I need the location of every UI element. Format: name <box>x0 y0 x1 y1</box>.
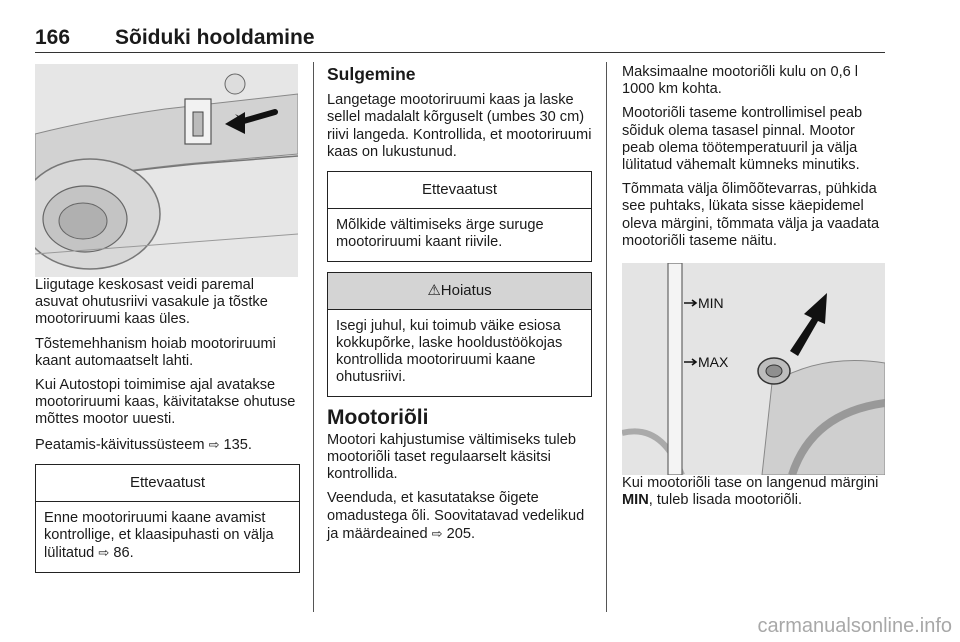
page-reference-icon: ⇨ <box>98 545 110 561</box>
caption-bold: MIN <box>622 492 649 509</box>
caution-title: Ettevaatust <box>36 465 299 502</box>
warning-icon: ⚠ <box>427 281 441 299</box>
caution-text: Enne mootoriruumi kaane avamist kontrollige, et klaasipuhasti on välja lülitatud <box>44 510 274 562</box>
dipstick-max-label: MAX <box>698 354 729 371</box>
column-divider <box>313 62 314 612</box>
page-reference[interactable]: 135. <box>223 436 252 453</box>
hood-latch-illustration <box>35 64 298 277</box>
chapter-title: Sõiduki hooldamine <box>115 26 315 49</box>
paragraph: Mootoriõli taseme kontrollimisel peab sõiduk olema tasasel pinnal. Mootor peab olema töötemperatuuril ja välja lülitatud vähemalt kümneks minutiks. <box>622 105 863 174</box>
caution-box <box>35 464 300 573</box>
paragraph: Tõstemehhanism hoiab mootoriruumi kaant automaatselt lahti. <box>35 335 276 369</box>
page-reference-icon: ⇨ <box>431 525 443 541</box>
paragraph: Mootori kahjustumise vältimiseks tuleb mootoriõli taset regulaarselt käsitsi kontrollida. <box>327 431 576 483</box>
page-reference[interactable]: 86. <box>113 545 134 562</box>
warning-title: Hoiatus <box>440 281 492 299</box>
paragraph: Langetage mootoriruumi kaas ja laske sellel madalalt kõrguselt (umbes 30 cm) riivi langeda. Kontrollida, et mootoriruumi kaas on lukustunud. <box>327 92 592 160</box>
page-reference[interactable]: 205. <box>446 525 476 542</box>
page-reference-icon: ⇨ <box>208 436 220 452</box>
page-header <box>35 22 885 53</box>
caption-text: Kui mootoriõli tase on langenud märgini <box>622 475 879 492</box>
dipstick-illustration <box>622 263 885 475</box>
dipstick-min-label: MIN <box>698 295 724 312</box>
column-middle <box>327 64 592 550</box>
paragraph <box>327 490 592 543</box>
warning-box <box>327 272 592 397</box>
page-number: 166 <box>35 26 71 49</box>
paragraph: Tõmmata välja õlimõõtevarras, pühkida see puhtaks, lükata sisse käepidemel oleva märgini, tõmmata välja ja vaadata mootoriõli taseme näitu. <box>622 181 880 249</box>
warning-title-bar <box>328 273 591 310</box>
paragraph: Liigutage keskosast veidi paremal asuvat ohutusriivi vasakule ja tõstke mootoriruumi kaas üles. <box>35 277 268 328</box>
paragraph <box>622 475 887 509</box>
paragraph: Kui Autostopi toimimise ajal avatakse mootoriruumi kaas, käivitatakse ohutuse mõttes mootor uuesti. <box>35 377 296 428</box>
paragraph <box>35 436 300 454</box>
column-left <box>35 64 300 581</box>
column-divider <box>606 62 607 612</box>
paragraph-text: Peatamis-käivitussüsteem <box>35 436 205 453</box>
caption-text-end: , tuleb lisada mootoriõli. <box>648 492 803 509</box>
watermark: carmanualsonline.info <box>757 615 952 637</box>
caution-body: Mõlkide vältimiseks ärge suruge mootoriruumi kaant riivile. <box>336 217 544 251</box>
column-right <box>622 64 887 516</box>
paragraph-text: Veenduda, et kasutatakse õigete omadustega õli. Soovitatavad vedelikud ja määrdeained <box>327 490 585 542</box>
section-heading: Mootoriõli <box>327 405 429 429</box>
section-heading: Sulgemine <box>327 64 416 84</box>
caution-body <box>36 502 299 572</box>
paragraph: Maksimaalne mootoriõli kulu on 0,6 l 1000 km kohta. <box>622 64 859 98</box>
caution-title: Ettevaatust <box>328 172 591 209</box>
caution-box <box>327 171 592 262</box>
warning-body: Isegi juhul, kui toimub väike esiosa kokkupõrke, laske hooldustöökojas kontrollida mootoriruumi kaane ohutusriivi. <box>336 317 563 386</box>
